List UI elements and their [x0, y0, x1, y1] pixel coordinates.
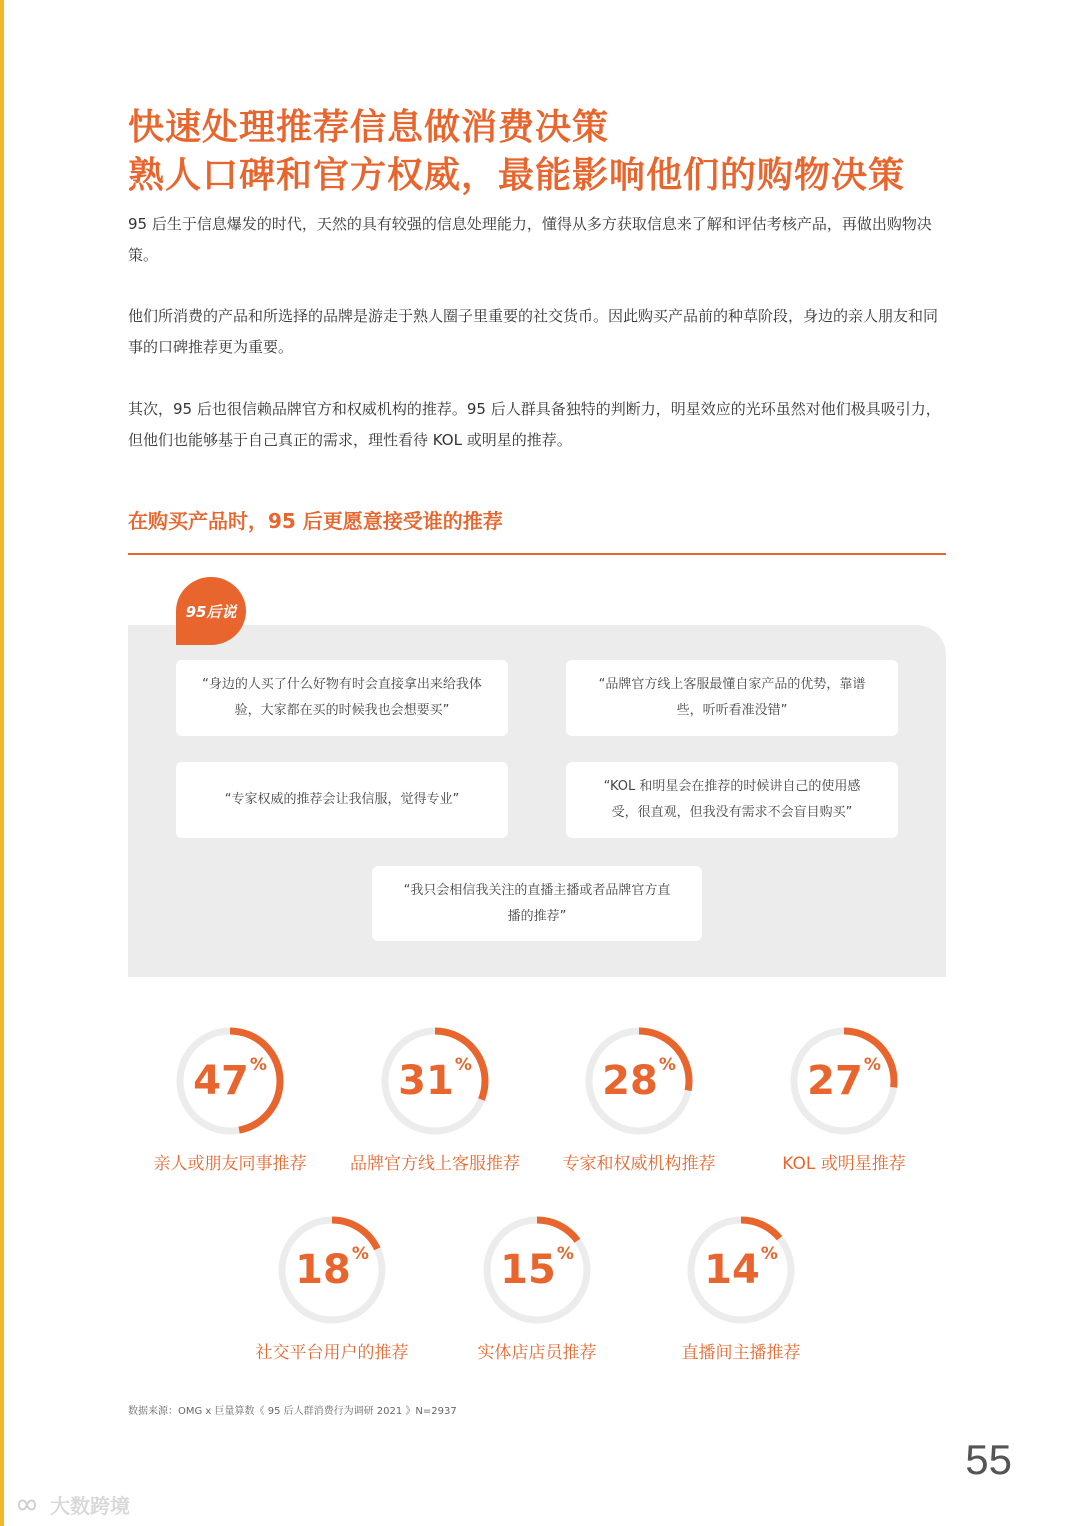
stat-value	[278, 1216, 386, 1324]
stat-number: 14	[704, 1247, 760, 1293]
stat-item	[437, 1216, 637, 1363]
stat-unit: %	[658, 1055, 676, 1075]
progress-ring	[585, 1027, 693, 1135]
quote-card: “KOL 和明星会在推荐的时候讲自己的使用感受，很直观，但我没有需求不会盲目购买”	[566, 762, 898, 838]
stat-value	[176, 1027, 284, 1135]
quote-card: “身边的人买了什么好物有时会直接拿出来给我体验，大家都在买的时候我也会想要买”	[176, 660, 508, 736]
stat-label: 实体店店员推荐	[477, 1343, 597, 1363]
stat-number: 18	[295, 1247, 351, 1293]
stat-number: 47	[193, 1058, 249, 1104]
progress-ring	[687, 1216, 795, 1324]
stat-unit: %	[351, 1244, 369, 1264]
progress-ring	[381, 1027, 489, 1135]
stat-label: KOL 或明星推荐	[782, 1154, 906, 1174]
stat-label: 亲人或朋友同事推荐	[153, 1154, 307, 1174]
progress-ring	[176, 1027, 284, 1135]
page-number: 55	[965, 1436, 1012, 1483]
stat-number: 15	[500, 1247, 556, 1293]
stat-item	[744, 1027, 944, 1174]
stat-unit: %	[454, 1055, 472, 1075]
stat-label: 专家和权威机构推荐	[562, 1154, 716, 1174]
stat-value	[585, 1027, 693, 1135]
stat-unit: %	[249, 1055, 267, 1075]
quote-card: “我只会相信我关注的直播主播或者品牌官方直播的推荐”	[372, 866, 702, 941]
quote-card: “专家权威的推荐会让我信服，觉得专业”	[176, 762, 508, 838]
progress-ring	[278, 1216, 386, 1324]
stat-value	[381, 1027, 489, 1135]
data-source-note: 数据来源：OMG x 巨量算数《 95 后人群消费行为调研 2021 》N=2937	[128, 1406, 457, 1417]
progress-ring	[790, 1027, 898, 1135]
intro-paragraph-1: 95 后生于信息爆发的时代，天然的具有较强的信息处理能力，懂得从多方获取信息来了解和评估考核产品，再做出购物决策。	[128, 215, 932, 264]
stat-label: 品牌官方线上客服推荐	[350, 1154, 520, 1174]
logo-icon	[10, 1495, 44, 1515]
stat-number: 27	[807, 1058, 863, 1104]
stat-value	[687, 1216, 795, 1324]
section-title: 在购买产品时，95 后更愿意接受谁的推荐	[128, 509, 503, 533]
page-title-line1: 快速处理推荐信息做消费决策	[128, 107, 610, 149]
stat-item	[641, 1216, 841, 1363]
stat-item	[539, 1027, 739, 1174]
stat-unit: %	[556, 1244, 574, 1264]
page-title-line2: 熟人口碑和官方权威，最能影响他们的购物决策	[128, 155, 906, 197]
intro-paragraph-2: 他们所消费的产品和所选择的品牌是游走于熟人圈子里重要的社交货币。因此购买产品前的种草阶段，身边的亲人朋友和同事的口碑推荐更为重要。	[128, 307, 939, 356]
progress-ring	[483, 1216, 591, 1324]
watermark-text: 大数跨境	[50, 1494, 130, 1518]
watermark	[10, 1490, 130, 1519]
speech-badge: 95后说	[176, 577, 246, 645]
stat-value	[483, 1216, 591, 1324]
stat-item	[130, 1027, 330, 1174]
intro-paragraph-3: 其次，95 后也很信赖品牌官方和权威机构的推荐。95 后人群具备独特的判断力，明星效应的光环虽然对他们极具吸引力，但他们也能够基于自己真正的需求，理性看待 KOL 或明星的推荐。	[128, 400, 941, 449]
stat-item	[335, 1027, 535, 1174]
stat-label: 社交平台用户的推荐	[255, 1343, 409, 1363]
stat-value	[790, 1027, 898, 1135]
section-divider	[128, 553, 946, 555]
stat-number: 31	[398, 1058, 454, 1104]
stat-item	[232, 1216, 432, 1363]
stat-unit: %	[863, 1055, 881, 1075]
stat-label: 直播间主播推荐	[681, 1343, 801, 1363]
quote-card: “品牌官方线上客服最懂自家产品的优势，靠谱些，听听看准没错”	[566, 660, 898, 736]
stat-unit: %	[760, 1244, 778, 1264]
stat-number: 28	[602, 1058, 658, 1104]
page-edge-bar	[0, 0, 4, 1526]
